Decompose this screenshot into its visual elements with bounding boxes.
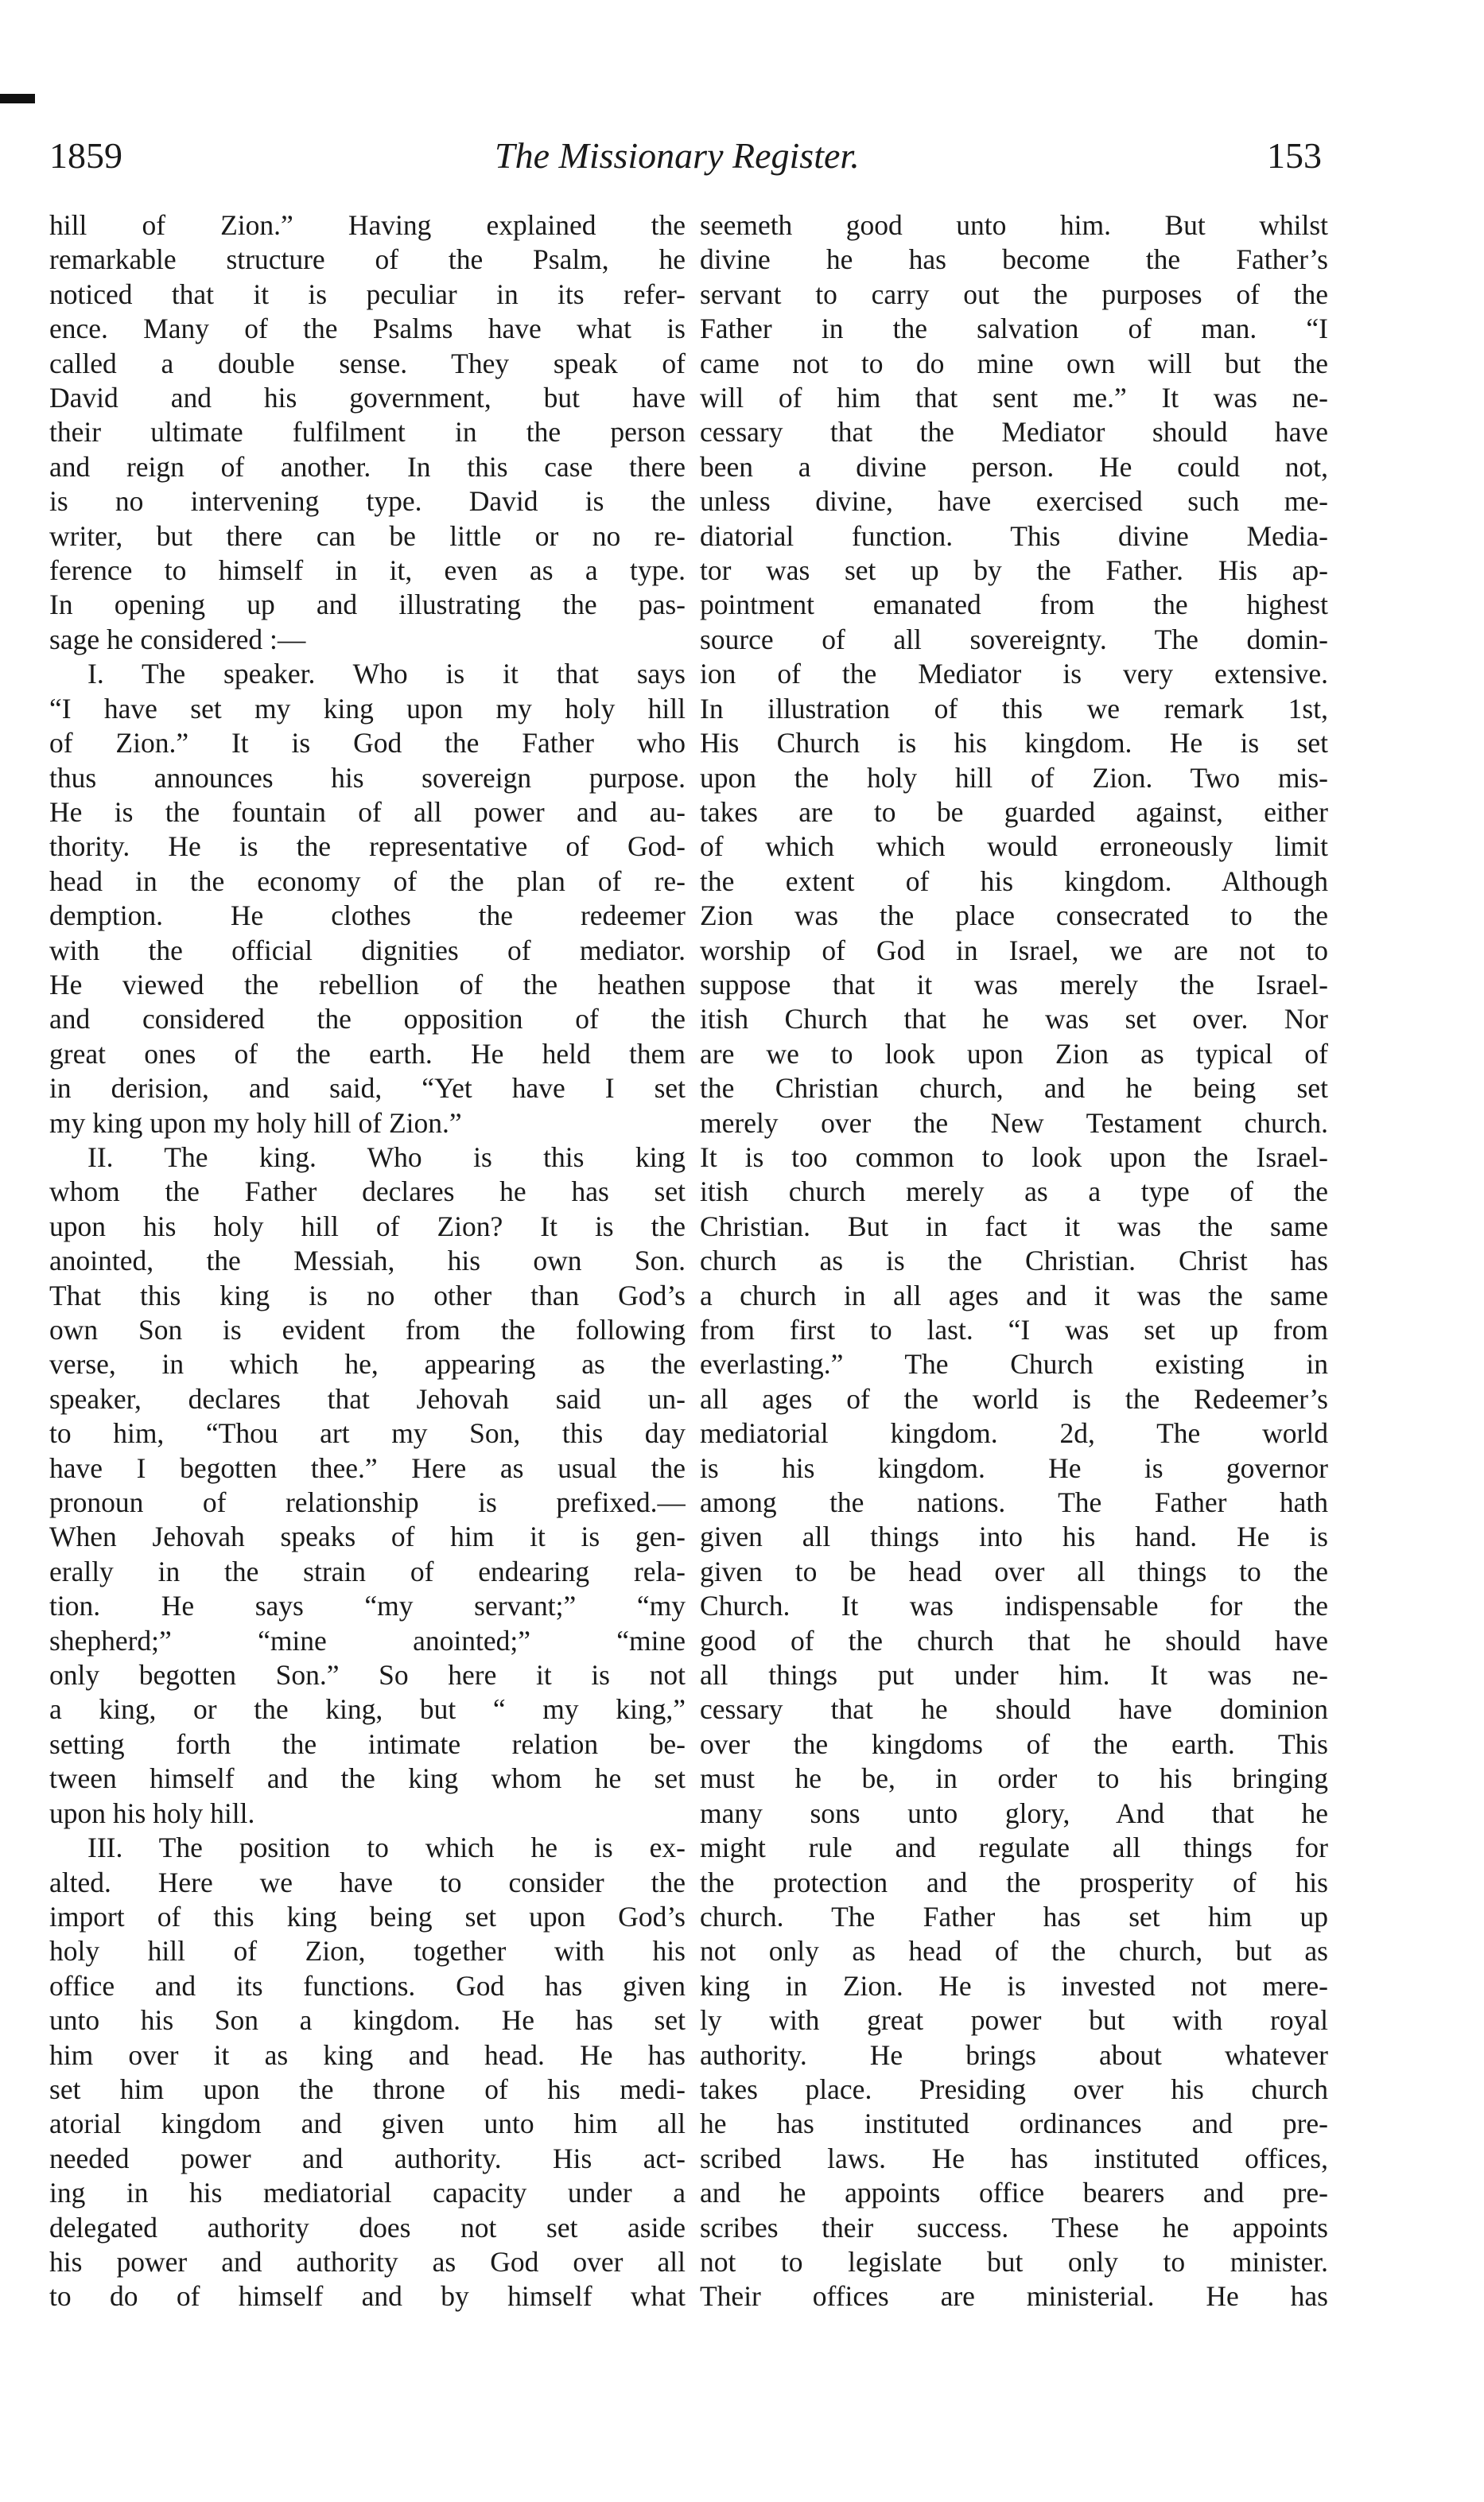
text-line: atorial kingdom and given unto him all [49,2108,686,2140]
text-line: is his kingdom. He is governor [700,1451,1328,1484]
text-line: church as is the Christian. Christ has [700,1245,1328,1277]
text-line: alted. Here we have to consider the [49,1866,686,1898]
page-edge-mark [0,94,35,103]
text-line: It is too common to look upon the Israel- [700,1140,1328,1173]
text-line: a king, or the king, but “ my king,” [49,1693,686,1726]
text-line: great ones of the earth. He held them [49,1037,686,1070]
text-line: called a double sense. They speak of [49,347,686,379]
text-line: itish church merely as a type of the [700,1175,1328,1208]
text-line: When Jehovah speaks of him it is gen- [49,1521,686,1553]
text-line: and he appoints office bearers and pre- [700,2177,1328,2209]
text-line: mediatorial kingdom. 2d, The world [700,1417,1328,1450]
text-line: merely over the New Testament church. [700,1106,1328,1139]
text-line: holy hill of Zion, together with his [49,1935,686,1968]
text-line: the Christian church, and he being set [700,1072,1328,1105]
text-line: His Church is his kingdom. He is set [700,727,1328,760]
text-line: source of all sovereignty. The domin- [700,623,1328,655]
text-line: given all things into his hand. He is [700,1521,1328,1553]
text-line: office and its functions. God has given [49,1969,686,2002]
text-line: and considered the opposition of the [49,1003,686,1035]
text-line: III. The position to which he is ex- [87,1832,686,1864]
text-line: unless divine, have exercised such me- [700,485,1328,518]
text-line: pointment emanated from the highest [700,589,1328,621]
text-line: only begotten Son.” So here it is not [49,1659,686,1692]
text-line: II. The king. Who is this king [87,1140,686,1173]
text-line: Their offices are ministerial. He has [700,2280,1328,2313]
text-line: erally in the strain of endearing rela- [49,1555,686,1587]
text-line: Church. It was indispensable for the [700,1590,1328,1622]
text-line: scribed laws. He has instituted offices, [700,2142,1328,2174]
text-line: thus announces his sovereign purpose. [49,761,686,794]
text-line: speaker, declares that Jehovah said un- [49,1382,686,1415]
text-line: tor was set up by the Father. His ap- [700,554,1328,587]
text-line: their ultimate fulfilment in the person [49,416,686,449]
text-line: everlasting.” The Church existing in [700,1348,1328,1381]
text-line: ly with great power but with royal [700,2004,1328,2037]
text-line: hill of Zion.” Having explained the [49,209,686,241]
text-line: remarkable structure of the Psalm, he [49,243,686,276]
text-line: I. The speaker. Who is it that says [87,658,686,690]
text-line: He viewed the rebellion of the heathen [49,968,686,1000]
text-line: takes are to be guarded against, either [700,795,1328,828]
text-line: a church in all ages and it was the same [700,1279,1328,1311]
text-line: all things put under him. It was ne- [700,1659,1328,1692]
text-line: ence. Many of the Psalms have what is [49,313,686,345]
text-line: That this king is no other than God’s [49,1279,686,1311]
text-line: cessary that he should have dominion [700,1693,1328,1726]
text-line: upon his holy hill. [49,1797,255,1829]
text-line: all ages of the world is the Redeemer’s [700,1382,1328,1415]
text-line: setting forth the intimate relation be- [49,1727,686,1760]
text-line: of Zion.” It is God the Father who [49,727,686,760]
text-line: ion of the Mediator is very extensive. [700,658,1328,690]
text-line: set him upon the throne of his medi- [49,2073,686,2105]
text-line: ing in his mediatorial capacity under a [49,2177,686,2209]
text-line: sage he considered :— [49,623,306,655]
right-text-column [700,208,1328,2314]
text-line: David and his government, but have [49,382,686,414]
text-line: the extent of his kingdom. Although [700,864,1328,897]
text-line: from first to last. “I was set up from [700,1314,1328,1346]
text-line: him over it as king and head. He has [49,2038,686,2071]
text-line: ference to himself in it, even as a type. [49,554,686,587]
text-line: not only as head of the church, but as [700,1935,1328,1968]
text-line: “I have set my king upon my holy hill [49,692,686,725]
text-line: church. The Father has set him up [700,1900,1328,1933]
text-line: unto his Son a kingdom. He has set [49,2004,686,2037]
text-line: anointed, the Messiah, his own Son. [49,1245,686,1277]
text-line: demption. He clothes the redeemer [49,899,686,932]
text-line: Christian. But in fact it was the same [700,1210,1328,1242]
header-year: 1859 [49,135,122,176]
text-line: thority. He is the representative of God- [49,830,686,863]
text-line: and reign of another. In this case there [49,450,686,483]
left-text-column [49,208,686,2314]
text-line: whom the Father declares he has set [49,1175,686,1208]
text-line: came not to do mine own will but the [700,347,1328,379]
text-line: verse, in which he, appearing as the [49,1348,686,1381]
text-line: in derision, and said, “Yet have I set [49,1072,686,1105]
text-line: needed power and authority. His act- [49,2142,686,2174]
page-number: 153 [1267,135,1322,176]
text-line: itish Church that he was set over. Nor [700,1003,1328,1035]
journal-title: The Missionary Register. [495,135,860,176]
text-line: not to legislate but only to minister. [700,2245,1328,2278]
text-line: cessary that the Mediator should have [700,416,1328,449]
text-line: scribes their success. These he appoints [700,2211,1328,2244]
text-line: must he be, in order to his bringing [700,1762,1328,1795]
text-line: shepherd;” “mine anointed;” “mine [49,1624,686,1657]
text-line: many sons unto glory, And that he [700,1797,1328,1829]
text-line: tion. He says “my servant;” “my [49,1590,686,1622]
text-line: good of the church that he should have [700,1624,1328,1657]
text-line: of which which would erroneously limit [700,830,1328,863]
text-line: are we to look upon Zion as typical of [700,1037,1328,1070]
text-line: have I begotten thee.” Here as usual the [49,1451,686,1484]
text-line: Zion was the place consecrated to the [700,899,1328,932]
text-line: is no intervening type. David is the [49,485,686,518]
text-line: suppose that it was merely the Israel- [700,968,1328,1000]
text-line: In opening up and illustrating the pas- [49,589,686,621]
text-line: authority. He brings about whatever [700,2038,1328,2071]
text-line: diatorial function. This divine Media- [700,519,1328,552]
text-line: divine he has become the Father’s [700,243,1328,276]
running-header [49,132,1322,180]
text-line: king in Zion. He is invested not mere- [700,1969,1328,2002]
text-line: among the nations. The Father hath [700,1486,1328,1519]
text-line: upon his holy hill of Zion? It is the [49,1210,686,1242]
text-line: tween himself and the king whom he set [49,1762,686,1795]
text-line: the protection and the prosperity of his [700,1866,1328,1898]
text-line: takes place. Presiding over his church [700,2073,1328,2105]
text-line: been a divine person. He could not, [700,450,1328,483]
text-line: seemeth good unto him. But whilst [700,209,1328,241]
text-line: own Son is evident from the following [49,1314,686,1346]
text-line: delegated authority does not set aside [49,2211,686,2244]
text-line: worship of God in Israel, we are not to [700,934,1328,966]
text-line: import of this king being set upon God’s [49,1900,686,1933]
text-line: given to be head over all things to the [700,1555,1328,1587]
text-line: over the kingdoms of the earth. This [700,1727,1328,1760]
text-line: pronoun of relationship is prefixed.— [49,1486,686,1519]
text-line: upon the holy hill of Zion. Two mis- [700,761,1328,794]
text-line: In illustration of this we remark 1st, [700,692,1328,725]
text-line: Father in the salvation of man. “I [700,313,1328,345]
text-line: his power and authority as God over all [49,2245,686,2278]
text-line: to him, “Thou art my Son, this day [49,1417,686,1450]
text-line: noticed that it is peculiar in its refer- [49,278,686,310]
text-line: will of him that sent me.” It was ne- [700,382,1328,414]
text-line: servant to carry out the purposes of the [700,278,1328,310]
text-line: writer, but there can be little or no re- [49,519,686,552]
text-line: my king upon my holy hill of Zion.” [49,1106,462,1139]
text-line: with the official dignities of mediator. [49,934,686,966]
text-line: he has instituted ordinances and pre- [700,2108,1328,2140]
text-line: might rule and regulate all things for [700,1832,1328,1864]
text-line: head in the economy of the plan of re- [49,864,686,897]
text-line: He is the fountain of all power and au- [49,795,686,828]
text-line: to do of himself and by himself what [49,2280,686,2313]
